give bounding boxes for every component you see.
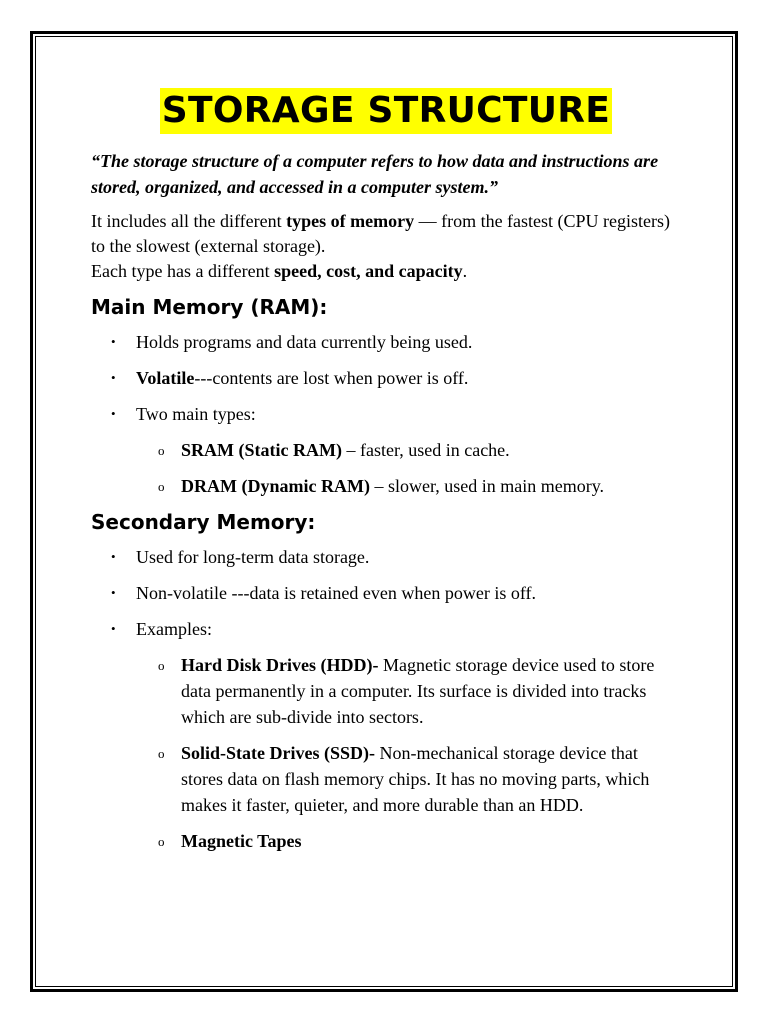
intro-text: Each type has a different — [91, 261, 275, 281]
list-item-text: Holds programs and data currently being used. — [136, 332, 473, 352]
sub-list-item — [136, 652, 681, 730]
sub-item-bold: Hard Disk Drives (HDD)- — [181, 655, 379, 675]
circle-bullet-icon: o — [158, 443, 165, 458]
list-item — [91, 580, 681, 606]
intro-bold-text: types of memory — [286, 211, 415, 231]
sub-item-bold: Magnetic Tapes — [181, 831, 302, 851]
bullet-icon: • — [111, 334, 116, 349]
list-item-text: Used for long-term data storage. — [136, 547, 370, 567]
main-memory-heading: Main Memory (RAM): — [91, 295, 328, 319]
sub-item-bold: SRAM (Static RAM) — [181, 440, 342, 460]
sub-list-item — [136, 473, 681, 499]
bullet-icon: • — [111, 621, 116, 636]
intro-paragraph-2 — [91, 259, 681, 284]
sub-item-text: – slower, used in main memory. — [369, 476, 605, 496]
intro-paragraph-1 — [91, 209, 681, 259]
list-item-text: Two main types: — [136, 404, 256, 424]
list-item-text: Examples: — [136, 619, 212, 639]
intro-text: — from the fastest (CPU registers) to the slowest (external storage). — [91, 211, 671, 256]
intro-text: It includes all the different — [91, 211, 287, 231]
list-item-text: ---contents are lost when power is off. — [194, 368, 469, 388]
secondary-memory-list — [91, 544, 681, 854]
circle-bullet-icon: o — [158, 834, 165, 849]
ram-types-list — [136, 437, 681, 499]
sub-list-item — [136, 740, 681, 818]
definition-quote: “The storage structure of a computer refers to how data and instructions are stored, organized, and accessed in a computer system.” — [91, 151, 659, 197]
sub-item-text: Magnetic storage device used to store data permanently in a computer. Its surface is divided into tracks which are sub-divide into sectors. — [181, 655, 655, 727]
list-item — [91, 401, 681, 499]
title-wrapper — [91, 88, 681, 134]
document-content — [91, 88, 681, 864]
sub-item-bold: DRAM (Dynamic RAM) — [181, 476, 370, 496]
list-item-text: Non-volatile ---data is retained even when power is off. — [136, 583, 537, 603]
bullet-icon: • — [111, 585, 116, 600]
sub-item-text: Non-mechanical storage device that stores data on flash memory chips. It has no moving parts, which makes it faster, quieter, and more durable than an HDD. — [181, 743, 650, 815]
bullet-icon: • — [111, 406, 116, 421]
main-memory-list — [91, 329, 681, 499]
sub-list-item — [136, 437, 681, 463]
secondary-memory-heading: Secondary Memory: — [91, 510, 316, 534]
list-item — [91, 329, 681, 355]
page-title: STORAGE STRUCTURE — [160, 88, 612, 134]
list-item-bold: Volatile — [136, 368, 195, 388]
circle-bullet-icon: o — [158, 479, 165, 494]
list-item — [91, 365, 681, 391]
bullet-icon: • — [111, 549, 116, 564]
list-item — [91, 616, 681, 854]
circle-bullet-icon: o — [158, 658, 165, 673]
intro-bold-text: speed, cost, and capacity — [274, 261, 463, 281]
sub-item-text: – faster, used in cache. — [341, 440, 510, 460]
sub-list-item — [136, 828, 681, 854]
circle-bullet-icon: o — [158, 746, 165, 761]
sub-item-bold: Solid-State Drives (SSD)- — [181, 743, 375, 763]
examples-list — [136, 652, 681, 854]
bullet-icon: • — [111, 370, 116, 385]
intro-text: . — [462, 261, 468, 281]
list-item — [91, 544, 681, 570]
